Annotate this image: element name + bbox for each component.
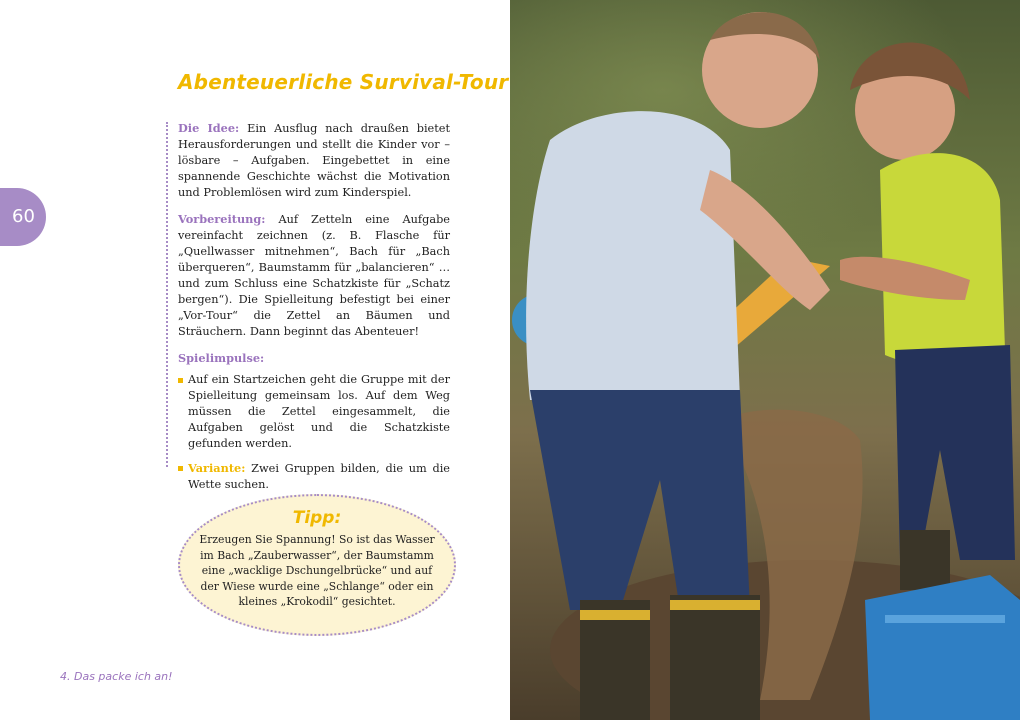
preparation-label: Vorbereitung: [178, 212, 266, 226]
blue-canister [865, 575, 1020, 720]
boot-stripe [670, 600, 760, 610]
tip-title: Tipp: [292, 508, 342, 528]
impulse-item [178, 372, 450, 452]
boy2-jeans [895, 345, 1015, 560]
tip-text: Erzeugen Sie Spannung! So ist das Wasser im Bach „Zauberwasser“, der Baumstamm eine „wacklige Dschungelbrücke“ und auf der Wiese wurde eine „Schlange“ oder ein kleines „Krokodil“ gesichtet. [199, 533, 435, 608]
variant-label: Variante: [188, 461, 246, 475]
variant-item [178, 460, 450, 493]
idea-label: Die Idee: [178, 121, 240, 135]
boy1-shirt [526, 111, 740, 400]
children-mud-photo [510, 0, 1020, 720]
canister-rib [885, 615, 1005, 623]
impulses-heading: Spielimpulse: [178, 351, 265, 365]
idea-text: Ein Ausflug nach draußen bietet Herausforderungen und stellt die Kinder vor – lösbare – Aufgaben. Eingebettet in eine spannende Geschichte wächst die Motivation und Problemlösen wird zum Kinderspiel. [178, 122, 451, 199]
idea-paragraph [178, 120, 450, 201]
bullet-square-icon [178, 378, 183, 383]
bullet-square-icon [178, 466, 183, 471]
variant-text: Zwei Gruppen bilden, die um die Wette suchen. [188, 462, 450, 491]
boy1-boot-right [670, 595, 760, 720]
photo-page [510, 0, 1020, 720]
dotted-divider [166, 122, 168, 467]
main-text [178, 120, 450, 501]
page-number: 60 [12, 206, 35, 227]
boot-stripe [580, 610, 650, 620]
boy2-boot [900, 530, 950, 590]
preparation-text: Auf Zetteln eine Aufgabe vereinfacht zeichnen (z. B. Flasche für „Quellwasser mitnehmen“, Bach für „Bach überqueren“, Baumstamm für „balancieren“ … und zum Schluss eine Schatzkiste für „Schatz bergen“). Die Spielleitung befestigt bei einer „Vor-Tour“ die Zettel an Bäumen und Sträuchern. Dann beginnt das Abenteuer! [178, 213, 450, 338]
impulse-text: Auf ein Startzeichen geht die Gruppe mit der Spielleitung gemeinsam los. Auf dem Weg müssen die Zettel eingesammelt, die Aufgaben gelöst und die Schatzkiste gefunden werden. [188, 373, 450, 450]
boy2-shirt [880, 153, 1005, 366]
chapter-footer: 4. Das packe ich an! [60, 670, 173, 683]
tip-box [178, 494, 456, 636]
page-title: Abenteuerliche Survival-Tour [178, 70, 509, 94]
preparation-paragraph [178, 211, 450, 340]
